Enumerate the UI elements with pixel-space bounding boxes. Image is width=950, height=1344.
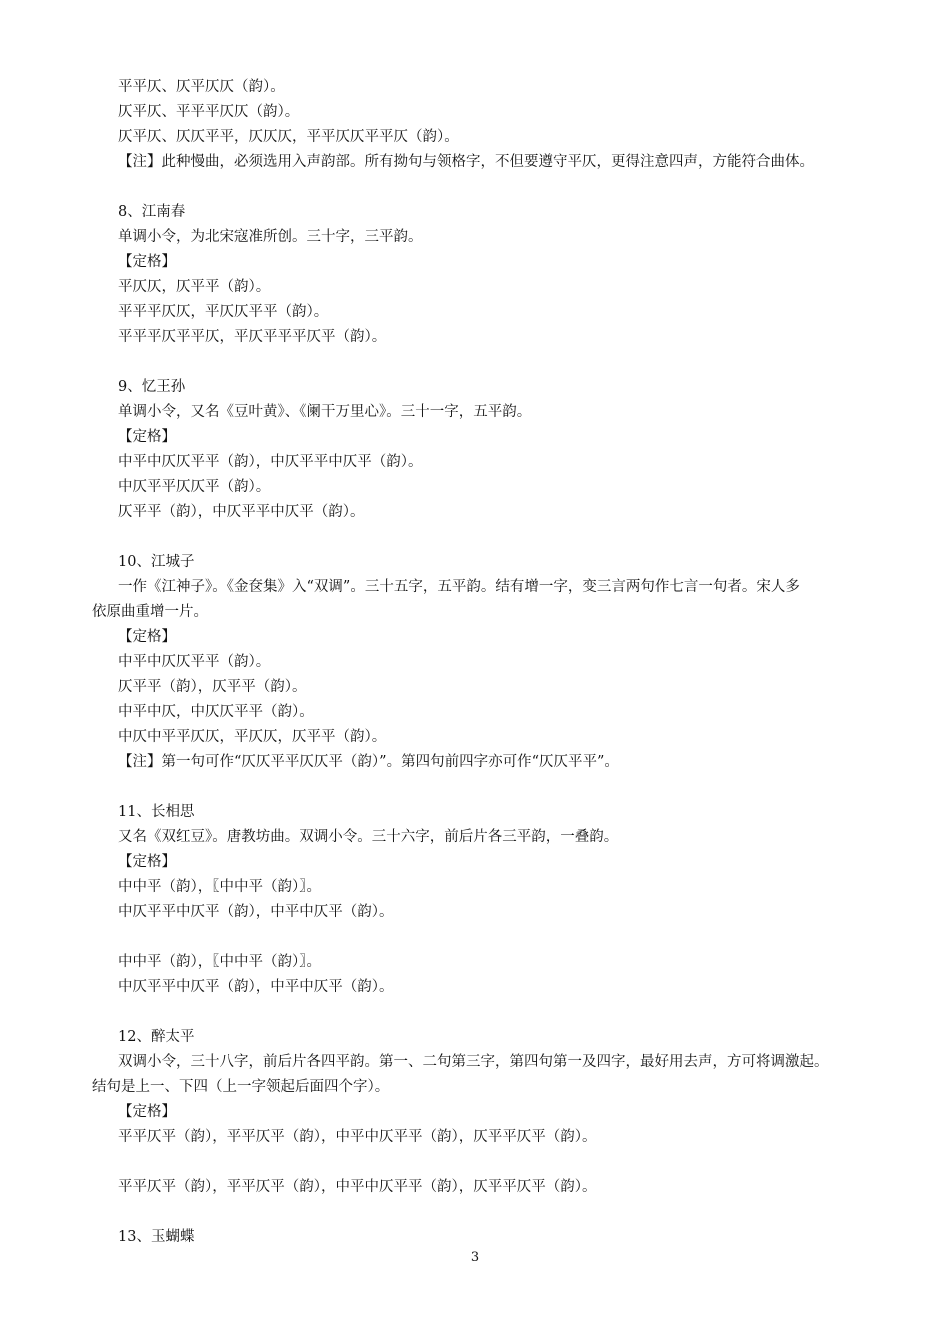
section-title: 13、玉蝴蝶 [118, 1229, 195, 1245]
section-title: 11、长相思 [118, 804, 195, 820]
format-label: 【定格】 [118, 429, 176, 445]
verse-line: 平仄仄，仄平平（韵）。 [118, 279, 271, 295]
section-description: 一作《江神子》。《金奁集》入“双调”。三十五字，五平韵。结有增一字，变三言两句作七言一句者。宋人多 [118, 579, 800, 595]
verse-line: 仄平平（韵），中仄平平中仄平（韵）。 [118, 504, 365, 520]
note-line: 【注】第一句可作“仄仄平平仄仄平（韵）”。第四句前四字亦可作“仄仄平平”。 [118, 754, 619, 770]
verse-line: 仄平平（韵），仄平平（韵）。 [118, 679, 307, 695]
format-label: 【定格】 [118, 254, 176, 270]
section-description-cont: 依原曲重增一片。 [92, 604, 208, 620]
verse-line: 中仄平平中仄平（韵），中平中仄平（韵）。 [118, 904, 394, 920]
verse-line: 平平平仄仄，平仄仄平平（韵）。 [118, 304, 329, 320]
page-number: 3 [470, 1250, 480, 1265]
section-description-cont: 结句是上一、下四（上一字领起后面四个字）。 [92, 1079, 390, 1095]
section-title: 9、忆王孙 [118, 379, 186, 395]
section-description: 双调小令，三十八字，前后片各四平韵。第一、二句第三字，第四句第一及四字，最好用去声，方可将调激起。 [118, 1054, 829, 1070]
format-label: 【定格】 [118, 1104, 176, 1120]
section-description: 单调小令，又名《豆叶黄》、《阑干万里心》。三十一字，五平韵。 [118, 404, 532, 420]
verse-line: 中中平（韵），〖中中平（韵）〗。 [118, 954, 321, 970]
verse-line: 中仄平平仄仄平（韵）。 [118, 479, 271, 495]
format-label: 【定格】 [118, 629, 176, 645]
note-line: 【注】此种慢曲，必须选用入声韵部。所有拗句与领格字，不但要遵守平仄，更得注意四声，方能符合曲体。 [118, 154, 814, 170]
verse-line: 平平仄、仄平仄仄（韵）。 [118, 79, 285, 95]
verse-line: 中仄平平中仄平（韵），中平中仄平（韵）。 [118, 979, 394, 995]
verse-line: 平平平仄平平仄，平仄平平平仄平（韵）。 [118, 329, 387, 345]
section-description: 单调小令，为北宋寇准所创。三十字，三平韵。 [118, 229, 423, 245]
verse-line: 平平仄平（韵），平平仄平（韵），中平中仄平平（韵），仄平平仄平（韵）。 [118, 1129, 597, 1145]
section-description: 又名《双红豆》。唐教坊曲。双调小令。三十六字，前后片各三平韵，一叠韵。 [118, 829, 619, 845]
section-title: 12、醉太平 [118, 1029, 195, 1045]
section-title: 8、江南春 [118, 204, 186, 220]
verse-line: 中仄中平平仄仄，平仄仄，仄平平（韵）。 [118, 729, 387, 745]
section-title: 10、江城子 [118, 554, 195, 570]
verse-line: 仄平仄、平平平仄仄（韵）。 [118, 104, 300, 120]
verse-line: 中平中仄，中仄仄平平（韵）。 [118, 704, 314, 720]
verse-line: 中平中仄仄平平（韵）。 [118, 654, 271, 670]
verse-line: 中中平（韵），〖中中平（韵）〗。 [118, 879, 321, 895]
format-label: 【定格】 [118, 854, 176, 870]
verse-line: 中平中仄仄平平（韵），中仄平平中仄平（韵）。 [118, 454, 423, 470]
verse-line: 仄平仄、仄仄平平，仄仄仄，平平仄仄平平仄（韵）。 [118, 129, 459, 145]
verse-line: 平平仄平（韵），平平仄平（韵），中平中仄平平（韵），仄平平仄平（韵）。 [118, 1179, 597, 1195]
